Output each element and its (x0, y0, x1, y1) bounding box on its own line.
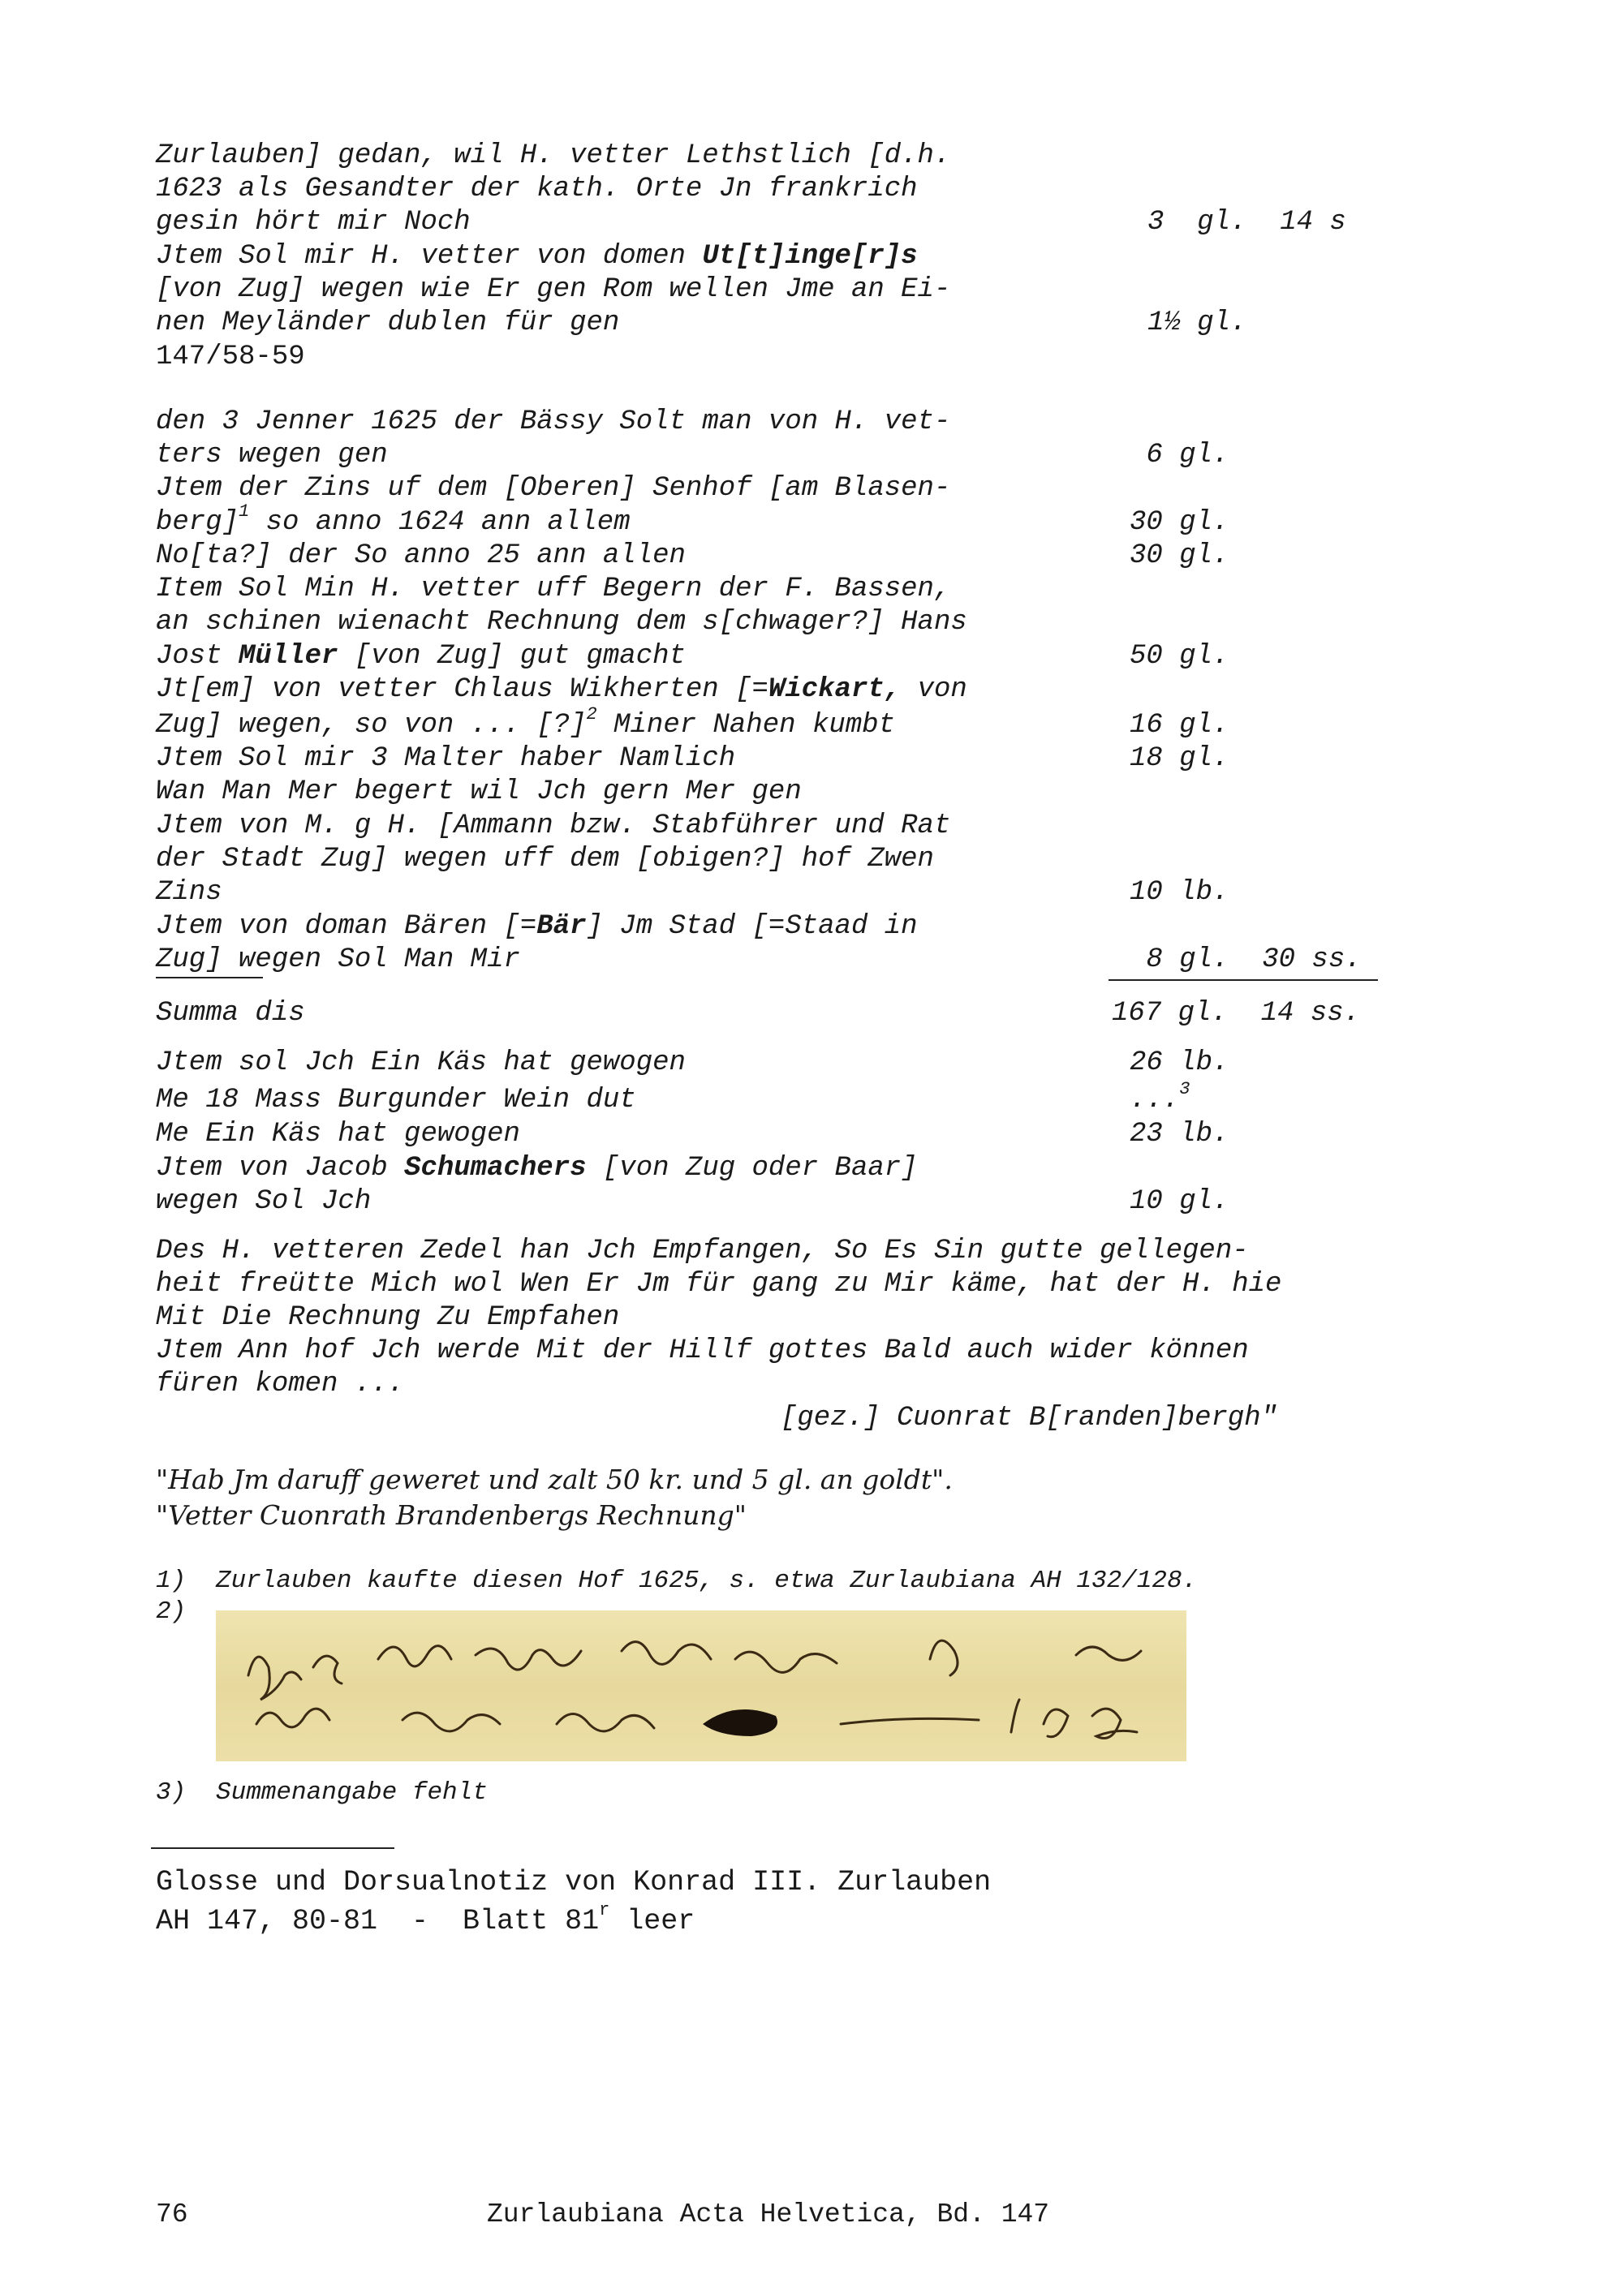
text-line: der Stadt Zug] wegen uff dem [obigen?] hof Zwen (156, 844, 934, 875)
footnote-text: Zurlauben kaufte diesen Hof 1625, s. etwa Zurlaubiana AH 132/128. (216, 1567, 1198, 1595)
amount: 26 lb. (1130, 1047, 1229, 1078)
sum-rule (1109, 979, 1378, 981)
amount: ...$^3$ (1130, 1078, 1190, 1116)
text-line: [von Zug] wegen wie Er gen Rom wellen Jme an Ei- (156, 274, 951, 305)
footnote-ref: 2 (586, 703, 597, 724)
text-line: Jtem Ann hof Jch werde Mit der Hillf gottes Bald auch wider können (156, 1335, 1249, 1366)
text-line: Summa dis (156, 998, 305, 1029)
editorial-note: AH 147, 80-81 - Blatt 81$^r$ leer (156, 1900, 695, 1937)
editorial-note: Glosse und Dorsualnotiz von Konrad III. Zurlauben (156, 1866, 992, 1898)
text-line: Jtem Sol mir 3 Malter haber Namlich (156, 743, 736, 774)
superscript: r (599, 1900, 610, 1921)
name-bold: Ut[t]inge[r]s (702, 241, 918, 272)
text-line: Me Ein Käs hat gewogen (156, 1119, 520, 1150)
text-line: gesin hört mir Noch (156, 207, 471, 238)
amount: 30 gl. (1130, 540, 1229, 571)
text-line: an schinen wienacht Rechnung dem s[chwager?] Hans (156, 607, 967, 638)
footnote-number: 2) (156, 1597, 187, 1626)
text-line: Zug] wegen, so von ... [?]$^2$ Miner Nahen kumbt (156, 703, 895, 741)
underline-rule (156, 977, 263, 978)
text-line: ters wegen gen (156, 440, 388, 471)
amount: 8 gl. 30 ss. (1130, 944, 1362, 975)
text-line: füren komen ... (156, 1369, 405, 1400)
text-line: Des H. vetteren Zedel han Jch Empfangen, So Es Sin gutte gellegen- (156, 1236, 1249, 1266)
running-footer: Zurlaubiana Acta Helvetica, Bd. 147 (487, 2199, 1050, 2229)
text-line: Jtem von M. g H. [Ammann bzw. Stabführer und Rat (156, 810, 951, 841)
name-bold: Müller (239, 641, 338, 672)
text-line: heit freütte Mich wol Wen Er Jm für gang zu Mir käme, hat der H. hie (156, 1269, 1282, 1300)
text-line: Me 18 Mass Burgunder Wein dut (156, 1085, 636, 1116)
text-line: Zug] wegen Sol Man Mir (156, 944, 520, 975)
name-bold: Bär (536, 911, 587, 942)
amount-total: 167 gl. 14 ss. (1112, 998, 1361, 1029)
text-line: den 3 Jenner 1625 der Bässy Solt man von H. vet- (156, 406, 951, 437)
text-line: Jtem Sol mir H. vetter von domen Ut[t]inge[r]s (156, 241, 918, 272)
text-line: Jost Müller [von Zug] gut gmacht (156, 641, 686, 672)
amount: 6 gl. (1130, 440, 1229, 471)
text-line: berg]$^1$ so anno 1624 ann allem (156, 501, 631, 538)
footnote-number: 3) (156, 1778, 187, 1807)
amount: 23 lb. (1130, 1119, 1229, 1150)
amount: 30 gl. (1130, 507, 1229, 538)
amount: 1½ gl. (1147, 307, 1247, 338)
text-line: Mit Die Rechnung Zu Empfahen (156, 1302, 620, 1333)
amount: 18 gl. (1130, 743, 1229, 774)
text-line: 147/58-59 (156, 342, 305, 372)
text-line: Item Sol Min H. vetter uff Begern der F. Bassen, (156, 574, 951, 604)
gloss-line: "Hab Jm daruff geweret und zalt 50 kr. und 5 gl. an goldt". (156, 1464, 953, 1495)
footnote-ref: 3 (1179, 1078, 1190, 1099)
handwriting-scribbles (216, 1610, 1186, 1761)
amount: 10 gl. (1130, 1186, 1229, 1217)
footnote-text: Summenangabe fehlt (216, 1778, 488, 1807)
text-line: wegen Sol Jch (156, 1186, 372, 1217)
gloss-line: "Vetter Cuonrath Brandenbergs Rechnung" (156, 1499, 747, 1531)
text-line: nen Meyländer dublen für gen (156, 307, 620, 338)
text-line: Jt[em] von vetter Chlaus Wikherten [=Wickart, von (156, 674, 967, 705)
text-line: Zins (156, 877, 222, 908)
footnote-ref: 1 (239, 501, 250, 522)
text-line: 1623 als Gesandter der kath. Orte Jn frankrich (156, 174, 918, 204)
amount: 10 lb. (1130, 877, 1229, 908)
text-line: Jtem der Zins uf dem [Oberen] Senhof [am Blasen- (156, 473, 951, 504)
notes-separator (151, 1847, 394, 1849)
text-line: Jtem sol Jch Ein Käs hat gewogen (156, 1047, 686, 1078)
text-line: Jtem von Jacob Schumachers [von Zug oder Baar] (156, 1153, 918, 1184)
footnote-number: 1) (156, 1567, 187, 1595)
name-bold: Schumachers (404, 1153, 587, 1184)
page-number: 76 (156, 2199, 188, 2229)
text-line: Zurlauben] gedan, wil H. vetter Lethstlich [d.h. (156, 140, 951, 171)
text-line: Jtem von doman Bären [=Bär] Jm Stad [=Staad in (156, 911, 918, 942)
name-bold: Wickart, (768, 674, 902, 705)
text-line: Wan Man Mer begert wil Jch gern Mer gen (156, 776, 802, 807)
amount: 50 gl. (1130, 641, 1229, 672)
signature-line: [gez.] Cuonrat B[randen]bergh" (781, 1403, 1278, 1434)
amount: 3 gl. 14 s (1147, 207, 1346, 238)
text-line: No[ta?] der So anno 25 ann allen (156, 540, 686, 571)
manuscript-scan-image (216, 1610, 1186, 1761)
amount: 16 gl. (1130, 710, 1229, 741)
